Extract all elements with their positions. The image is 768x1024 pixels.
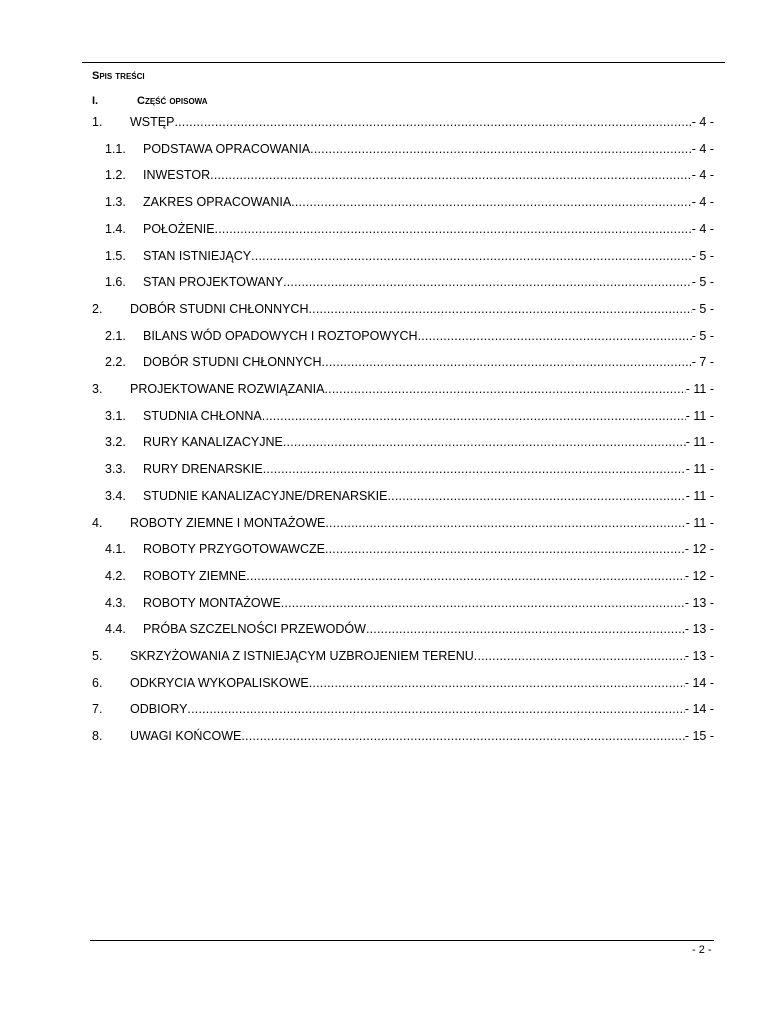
toc-entry[interactable] [105,140,714,158]
toc-entry-title: ODKRYCIA WYKOPALISKOWE [130,675,309,690]
dot-leader [263,460,686,478]
dot-leader [251,247,692,265]
toc-entry[interactable] [105,487,714,505]
toc-entry[interactable] [105,273,714,291]
toc-entry-number: 2.2. [105,355,126,370]
dot-leader [309,300,692,318]
top-rule [82,62,725,63]
dot-leader [324,380,685,398]
toc-entry-title: WSTĘP [130,115,175,129]
dot-leader [262,407,686,425]
toc-entry-title: RURY KANALIZACYJNE [143,435,283,450]
toc-entry-title: PROJEKTOWANE ROZWIĄZANIA [130,382,325,396]
toc-entry-number: 2.1. [105,328,126,343]
toc-entry-title: PRÓBA SZCZELNOŚCI PRZEWODÓW [143,622,366,637]
dot-leader [388,487,686,505]
toc-entry-page: - 4 - [691,115,714,129]
toc-entry[interactable] [105,567,714,585]
toc-entry-number: 4.1. [105,542,126,557]
toc-entry-number: 4.4. [105,622,126,637]
toc-entry[interactable] [105,460,714,478]
toc-entry-title: INWESTOR [143,168,211,183]
toc-entry[interactable] [105,433,714,451]
toc-entry-number: 7. [92,702,103,717]
toc-entry-page: - 11 - [685,488,714,503]
toc-entry-page: - 14 - [684,702,714,717]
toc-entry-title: STAN ISTNIEJĄCY [143,248,252,263]
toc-entry-number: 1.5. [105,248,126,263]
toc-entry-number: 3.1. [105,408,126,423]
toc-entry[interactable] [105,193,714,211]
dot-leader [283,433,686,451]
toc-entry-number: 2. [92,301,103,316]
toc-entry-page: - 12 - [684,568,714,583]
dot-leader [322,353,692,371]
dot-leader [309,674,685,692]
toc-entry[interactable] [92,300,714,318]
page-number: - 2 - [692,944,712,956]
dot-leader [325,540,685,558]
toc-entry-title: STAN PROJEKTOWANY [143,275,284,290]
toc-entry-number: 3.3. [105,462,126,477]
toc-entry[interactable] [105,620,714,638]
dot-leader [241,727,684,745]
toc-entry-title: SKRZYŻOWANIA Z ISTNIEJĄCYM UZBROJENIEM TERENU [130,649,474,663]
toc-entry-page: - 7 - [691,355,714,370]
toc-entry-page: - 5 - [691,328,714,343]
toc-entry-number: 1.2. [105,168,126,183]
toc-entry[interactable] [105,166,714,184]
dot-leader [210,166,692,184]
toc-entry-number: 5. [92,649,103,663]
toc-entry-page: - 11 - [685,515,714,530]
toc-entry-page: - 15 - [684,729,714,744]
section-number: I. [92,95,99,107]
toc-entry-page: - 14 - [684,675,714,690]
toc-entry-page: - 13 - [684,595,714,610]
dot-leader [310,140,692,158]
toc-entry-page: - 11 - [685,382,714,396]
toc-entry-number: 1.1. [105,141,126,156]
toc-entry-page: - 11 - [685,435,714,450]
toc-entry-title: DOBÓR STUDNI CHŁONNYCH [143,355,322,370]
toc-entry-number: 4.3. [105,595,126,610]
toc-entry-page: - 4 - [691,168,714,183]
dot-leader [283,273,692,291]
toc-entry-title: ROBOTY MONTAŻOWE [143,595,281,610]
toc-entry-number: 3. [92,382,103,396]
toc-entry-number: 4. [92,515,103,530]
dot-leader [474,647,685,665]
toc-entry-title: ROBOTY ZIEMNE [143,568,247,583]
toc-entry-number: 1. [92,115,103,129]
toc-entry-title: BILANS WÓD OPADOWYCH I ROZTOPOWYCH [143,328,418,343]
toc-entry-title: POŁOŻENIE [143,221,215,236]
toc-entry-title: RURY DRENARSKIE [143,462,263,477]
toc-entry[interactable] [92,674,714,692]
footer-rule [90,940,714,941]
toc-entry-title: ROBOTY ZIEMNE I MONTAŻOWE [130,515,326,530]
toc-entry[interactable] [105,327,714,345]
toc-entry-number: 1.4. [105,221,126,236]
dot-leader [366,620,685,638]
dot-leader [281,594,685,612]
toc-entry-title: STUDNIA CHŁONNA [143,408,262,423]
toc-entry[interactable] [105,407,714,425]
toc-entry-title: UWAGI KOŃCOWE [130,729,242,744]
toc-entry-page: - 4 - [691,195,714,210]
toc-entry-page: - 5 - [691,248,714,263]
toc-entry[interactable] [105,353,714,371]
toc-title: Spis treści [92,70,145,82]
dot-leader [187,700,684,718]
toc-entry[interactable] [92,514,714,532]
toc-entry[interactable] [92,647,714,665]
toc-entry-page: - 5 - [691,301,714,316]
toc-entry[interactable] [105,247,714,265]
toc-entry-page: - 4 - [691,221,714,236]
toc-entry[interactable] [92,700,714,718]
section-label: Część opisowa [137,95,208,107]
toc-entry-title: ZAKRES OPRACOWANIA [143,195,292,210]
toc-entry-number: 6. [92,675,103,690]
toc-entry[interactable] [92,380,714,398]
toc-entry-title: PODSTAWA OPRACOWANIA [143,141,311,156]
toc-entry[interactable] [105,220,714,238]
toc-entry-page: - 13 - [684,649,714,663]
dot-leader [291,193,692,211]
toc-entry-page: - 11 - [685,462,714,477]
toc-entry-page: - 12 - [684,542,714,557]
toc-entry-number: 3.2. [105,435,126,450]
toc-entry[interactable] [92,727,714,745]
toc-entry-page: - 4 - [691,141,714,156]
toc-entry-number: 3.4. [105,488,126,503]
toc-entry[interactable] [105,540,714,558]
toc-entry-number: 8. [92,729,103,744]
toc-entry-page: - 13 - [684,622,714,637]
toc-entry-number: 1.3. [105,195,126,210]
toc-entry-page: - 5 - [691,275,714,290]
toc-entry-title: ODBIORY [130,702,188,717]
toc-entry[interactable] [105,594,714,612]
toc-entry-number: 1.6. [105,275,126,290]
dot-leader [174,113,691,131]
toc-entry-number: 4.2. [105,568,126,583]
toc-entry-page: - 11 - [685,408,714,423]
toc-entry-title: STUDNIE KANALIZACYJNE/DRENARSKIE [143,488,388,503]
dot-leader [246,567,685,585]
dot-leader [215,220,692,238]
toc-entry[interactable] [92,113,714,131]
toc-entry-title: ROBOTY PRZYGOTOWAWCZE [143,542,325,557]
dot-leader [418,327,692,345]
toc-entry-title: DOBÓR STUDNI CHŁONNYCH [130,301,309,316]
dot-leader [325,514,685,532]
